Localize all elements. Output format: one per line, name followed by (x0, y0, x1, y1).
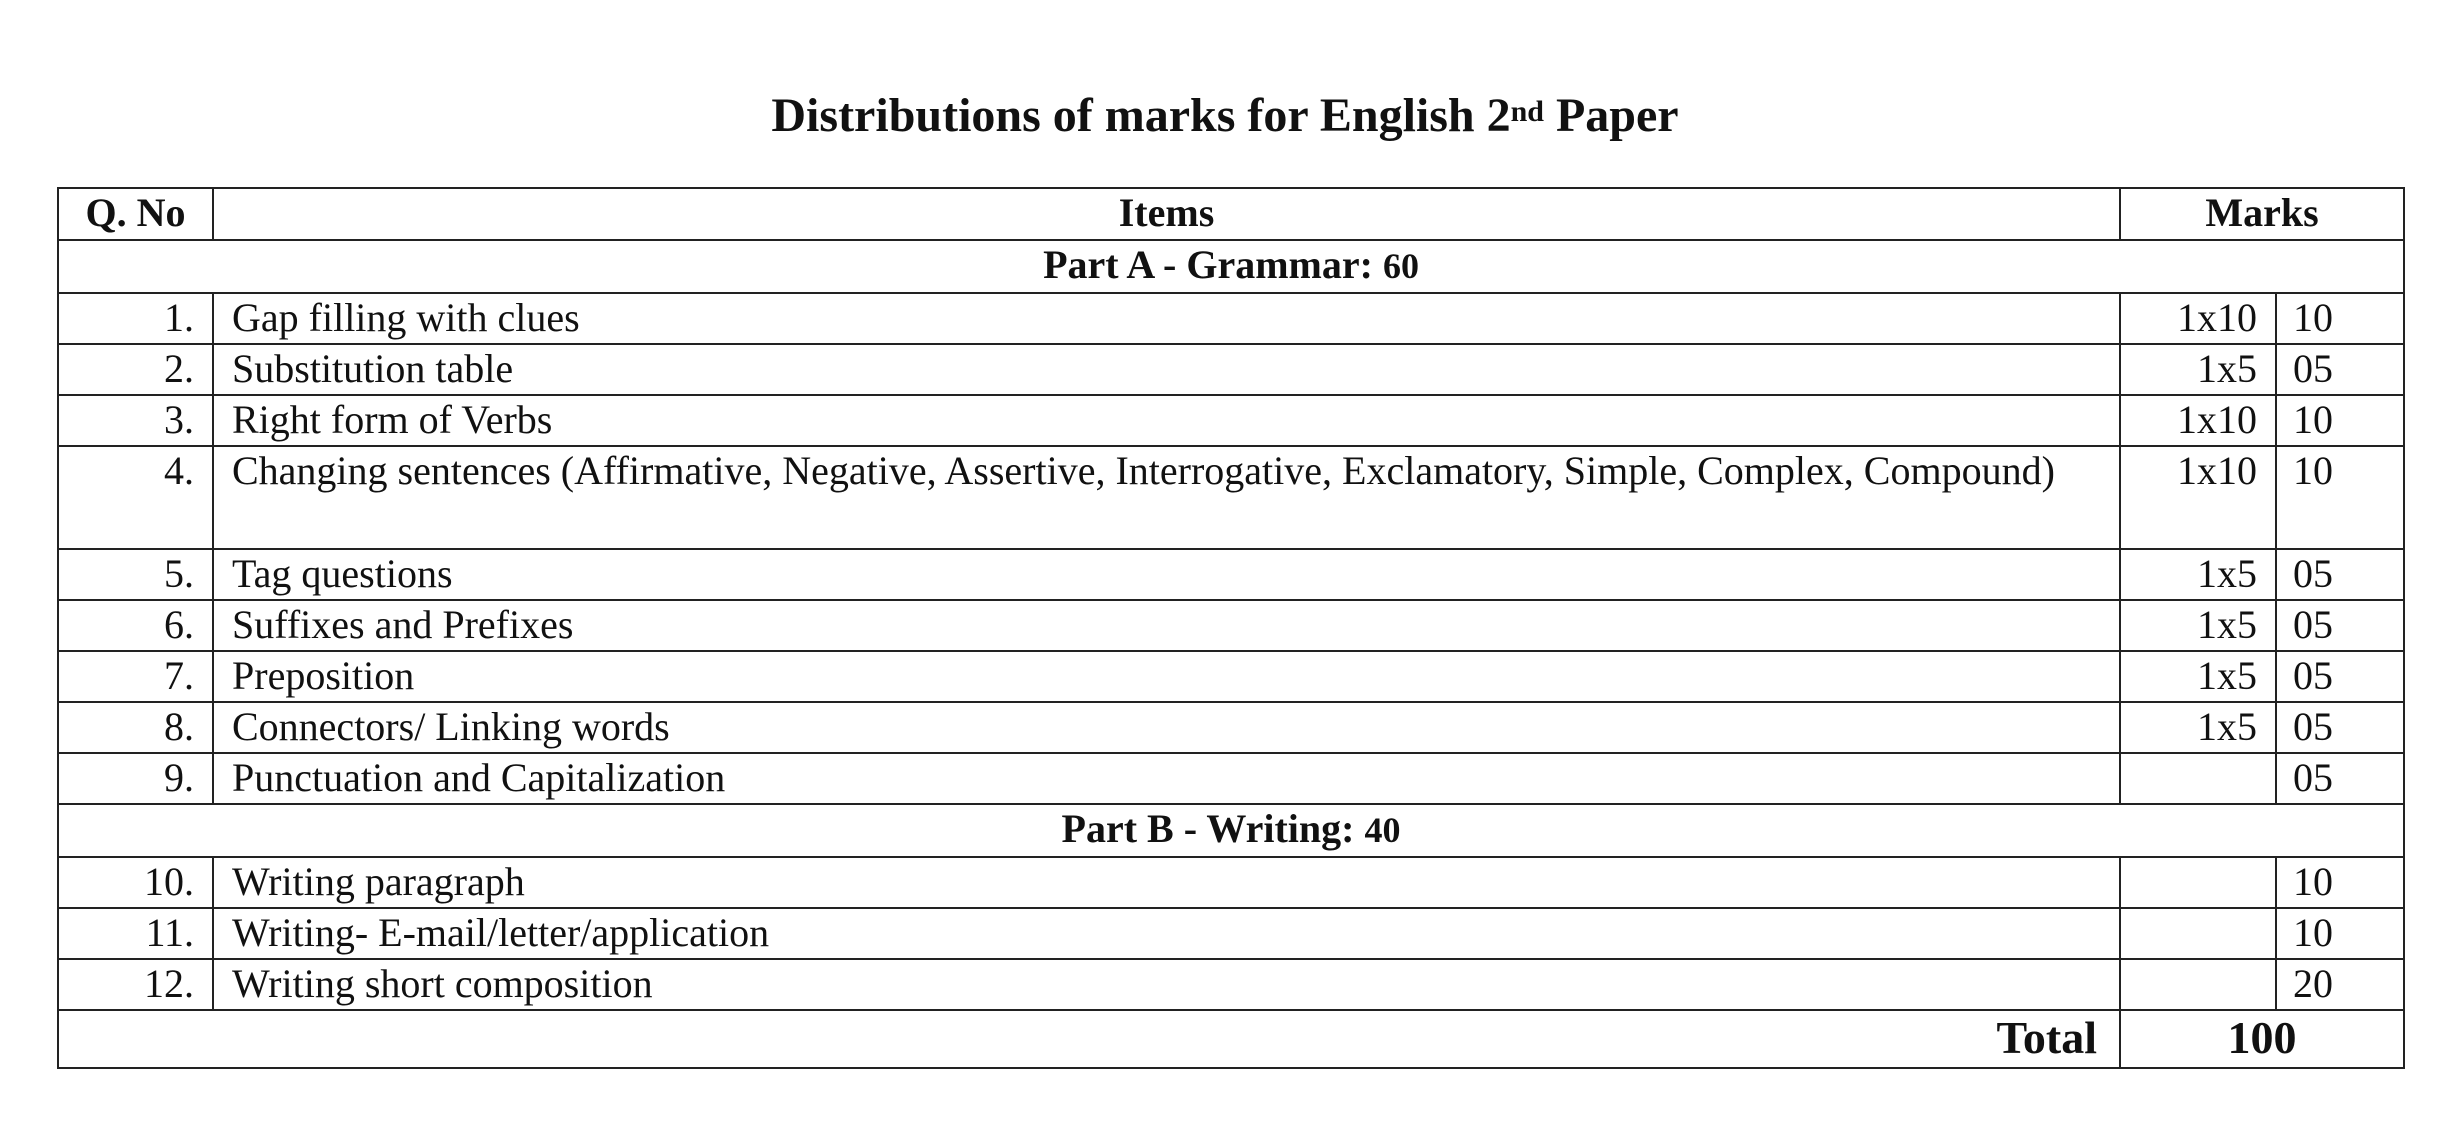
marks-cell: 05 (2276, 549, 2404, 600)
header-items: Items (213, 188, 2120, 240)
item-cell: Suffixes and Prefixes (213, 600, 2120, 651)
qno-cell: 1. (58, 293, 213, 344)
table-row (58, 651, 2404, 702)
split-cell: 1x5 (2120, 549, 2276, 600)
marks-cell: 10 (2276, 446, 2404, 549)
marks-cell: 10 (2276, 395, 2404, 446)
header-row (58, 188, 2404, 240)
header-marks: Marks (2120, 188, 2404, 240)
qno-cell: 2. (58, 344, 213, 395)
table-row (58, 344, 2404, 395)
item-cell: Punctuation and Capitalization (213, 753, 2120, 804)
marks-cell: 10 (2276, 293, 2404, 344)
table-row (58, 549, 2404, 600)
item-cell: Preposition (213, 651, 2120, 702)
part-a-heading (58, 240, 2404, 293)
part-b-score: 40 (1364, 810, 1401, 850)
item-cell: Tag questions (213, 549, 2120, 600)
table-row (58, 600, 2404, 651)
marks-cell: 10 (2276, 857, 2404, 908)
qno-cell: 6. (58, 600, 213, 651)
split-cell (2120, 857, 2276, 908)
title-text: Distributions of marks for English 2 (771, 89, 1511, 142)
split-cell: 1x10 (2120, 395, 2276, 446)
table-row (58, 908, 2404, 959)
marks-cell: 05 (2276, 600, 2404, 651)
qno-cell: 10. (58, 857, 213, 908)
split-cell: 1x5 (2120, 600, 2276, 651)
qno-cell: 12. (58, 959, 213, 1010)
table-row (58, 959, 2404, 1010)
split-cell: 1x10 (2120, 446, 2276, 549)
split-cell: 1x5 (2120, 344, 2276, 395)
total-value: 100 (2120, 1010, 2404, 1068)
item-cell: Changing sentences (Affirmative, Negative, Assertive, Interrogative, Exclamatory, Simple, Complex, Compound) (213, 446, 2120, 549)
qno-cell: 11. (58, 908, 213, 959)
table-row (58, 753, 2404, 804)
part-b-row (58, 804, 2404, 857)
table-row (58, 857, 2404, 908)
split-cell (2120, 753, 2276, 804)
table-row (58, 702, 2404, 753)
marks-cell: 05 (2276, 702, 2404, 753)
item-cell: Gap filling with clues (213, 293, 2120, 344)
marks-cell: 05 (2276, 753, 2404, 804)
item-cell: Connectors/ Linking words (213, 702, 2120, 753)
part-a-row (58, 240, 2404, 293)
total-row (58, 1010, 2404, 1068)
item-cell: Right form of Verbs (213, 395, 2120, 446)
part-b-label: Part B - Writing: (1061, 806, 1355, 851)
title-superscript: nd (1510, 95, 1544, 128)
table-row (58, 446, 2404, 549)
qno-cell: 5. (58, 549, 213, 600)
split-cell (2120, 908, 2276, 959)
marks-table (57, 187, 2405, 1069)
part-a-label: Part A - Grammar: (1043, 242, 1373, 287)
split-cell: 1x5 (2120, 702, 2276, 753)
split-cell (2120, 959, 2276, 1010)
marks-cell: 05 (2276, 651, 2404, 702)
title-suffix: Paper (1543, 89, 1679, 142)
qno-cell: 3. (58, 395, 213, 446)
part-a-score: 60 (1382, 246, 1419, 286)
header-qno: Q. No (58, 188, 213, 240)
qno-cell: 9. (58, 753, 213, 804)
qno-cell: 4. (58, 446, 213, 549)
item-cell: Substitution table (213, 344, 2120, 395)
qno-cell: 8. (58, 702, 213, 753)
table-row (58, 395, 2404, 446)
item-cell: Writing- E-mail/letter/application (213, 908, 2120, 959)
document-title (0, 86, 2450, 146)
item-cell: Writing paragraph (213, 857, 2120, 908)
part-b-heading (58, 804, 2404, 857)
table-row (58, 293, 2404, 344)
marks-cell: 05 (2276, 344, 2404, 395)
split-cell: 1x10 (2120, 293, 2276, 344)
total-label: Total (58, 1010, 2120, 1068)
item-cell: Writing short composition (213, 959, 2120, 1010)
split-cell: 1x5 (2120, 651, 2276, 702)
marks-cell: 20 (2276, 959, 2404, 1010)
qno-cell: 7. (58, 651, 213, 702)
marks-cell: 10 (2276, 908, 2404, 959)
